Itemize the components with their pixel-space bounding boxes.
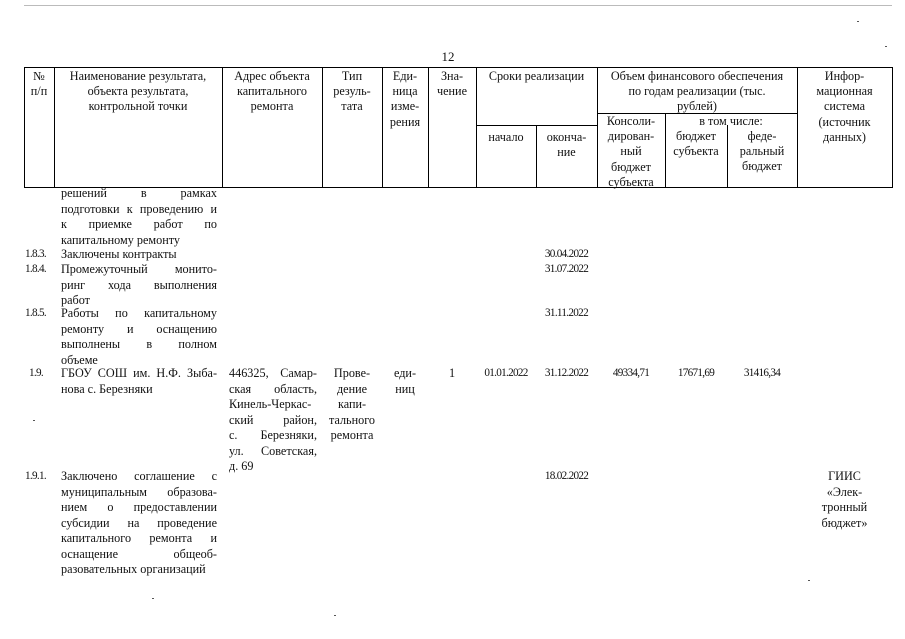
row-1-9-name: ГБОУ СОШ им. Н.Ф. Зыба- нова с. Березняки: [61, 366, 217, 396]
row-1-8-4-num: 1.8.4.: [25, 263, 46, 275]
row-1-8-5-name: Работы по капитальному ремонту и оснащению выполнены в полном объеме: [61, 306, 217, 367]
header-start: начало: [488, 130, 524, 144]
row-1-9-1-num: 1.9.1.: [25, 470, 46, 482]
header-end: оконча- ние: [546, 130, 587, 160]
row-1-9-address: 446325, Самар- ская область, Кинель-Черкас- ский район, с. Березняки, ул. Советская, д. 69: [229, 366, 317, 473]
scan-speck: [885, 46, 887, 47]
header-value: Зна- чение: [437, 69, 467, 99]
document-page: 12 № п/п Наименование результата, объекта результата, контрольной точки Адрес объекта капитального ремонта Тип резуль- тата Еди- ница изме- рения Зна- чение Сроки реализации начало оконча- ние Объем финансового обеспечения по годам реализации (тыс. рублей) Консоли- дирован- ный бюджет субъекта в том числе: бюджет субъекта феде- ральный бюджет Инфор- мационная система (источник данных) решений в рамках подготовки к проведению и к приемке работ по капитальному ремонту 1.8.3. Заключены контракты 30.04.2022 1.8.4. Промежуточный монито- ринг хода выполнения работ 31.07.2022 1.8.5. Работы по капитальному ремонту и оснащению выполнены в полном объеме 31.11.2022 1.9. ГБОУ СОШ им. Н.Ф. Зыба- нова с. Березняки 446325, Самар- ская область, Кинель-Черкас- ский район, с. Березняки, ул. Советская, д. 69 Прове- дение капи- тального ремонта еди- ниц 1 01.01.2022 31.12.2022 49334,71 17671,69 31416,34 1.9.1. Заключено соглашение с муниципальным образова- нием о предоставлении субсидии на проведение капитального ремонта и оснащение общеоб- разовательных организаций 18.02.2022 ГИИС «Элек- тронный бюджет»: [0, 0, 905, 639]
row-1-8-3-end: 30.04.2022: [544, 248, 589, 260]
scan-speck: [33, 420, 35, 421]
row-1-8-5-num: 1.8.5.: [25, 307, 46, 319]
header-consolidated: Консоли- дирован- ный бюджет субъекта: [606, 114, 656, 189]
header-unit: Еди- ница изме- рения: [389, 69, 421, 129]
scan-speck: [152, 598, 154, 599]
row-1-8-3-num: 1.8.3.: [25, 248, 46, 260]
row-1-9-1-name: Заключено соглашение с муниципальным образова- нием о предоставлении субсидии на проведение капитального ремонта и оснащение общеоб- разовательных организаций: [61, 469, 217, 576]
row-1-9-value: 1: [448, 366, 456, 380]
header-terms: Сроки реализации: [488, 69, 585, 83]
row-1-8-4-end: 31.07.2022: [544, 263, 589, 275]
header-subject-budget: бюджет субъекта: [673, 129, 719, 159]
header-federal-budget: феде- ральный бюджет: [739, 129, 785, 174]
header-type: Тип резуль- тата: [333, 69, 371, 114]
row-1-9-consolidated: 49334,71: [612, 367, 650, 379]
top-border-line: [24, 5, 892, 6]
row-1-9-federal: 31416,34: [743, 367, 781, 379]
header-info-system: Инфор- мационная система (источник данных): [816, 69, 873, 144]
row-continuation-name: решений в рамках подготовки к проведению и к приемке работ по капитальному ремонту: [61, 186, 217, 247]
row-1-8-5-end: 31.11.2022: [545, 307, 588, 319]
row-1-9-start: 01.01.2022: [484, 367, 528, 379]
row-1-9-end: 31.12.2022: [544, 367, 589, 379]
scan-speck: [857, 21, 859, 22]
row-1-8-3-name: Заключены контракты: [61, 247, 177, 261]
row-1-9-num: 1.9.: [29, 367, 43, 379]
header-address: Адрес объекта капитального ремонта: [234, 69, 310, 114]
page-number: 12: [441, 49, 455, 64]
scan-speck: [334, 615, 336, 616]
row-1-9-unit: еди- ниц: [393, 366, 417, 396]
row-1-9-1-info: ГИИС «Элек- тронный бюджет»: [821, 469, 868, 530]
header-finance: Объем финансового обеспечения по годам реализации (тыс. рублей): [610, 69, 784, 114]
header-name: Наименование результата, объекта результата, контрольной точки: [69, 69, 207, 114]
row-1-9-type: Прове- дение капи- тального ремонта: [328, 366, 376, 442]
row-1-9-subject: 17671,69: [677, 367, 715, 379]
row-1-9-1-end: 18.02.2022: [544, 470, 589, 482]
row-1-8-4-name: Промежуточный монито- ринг хода выполнения работ: [61, 262, 217, 307]
header-including: в том числе:: [699, 114, 763, 128]
scan-speck: [808, 580, 810, 581]
